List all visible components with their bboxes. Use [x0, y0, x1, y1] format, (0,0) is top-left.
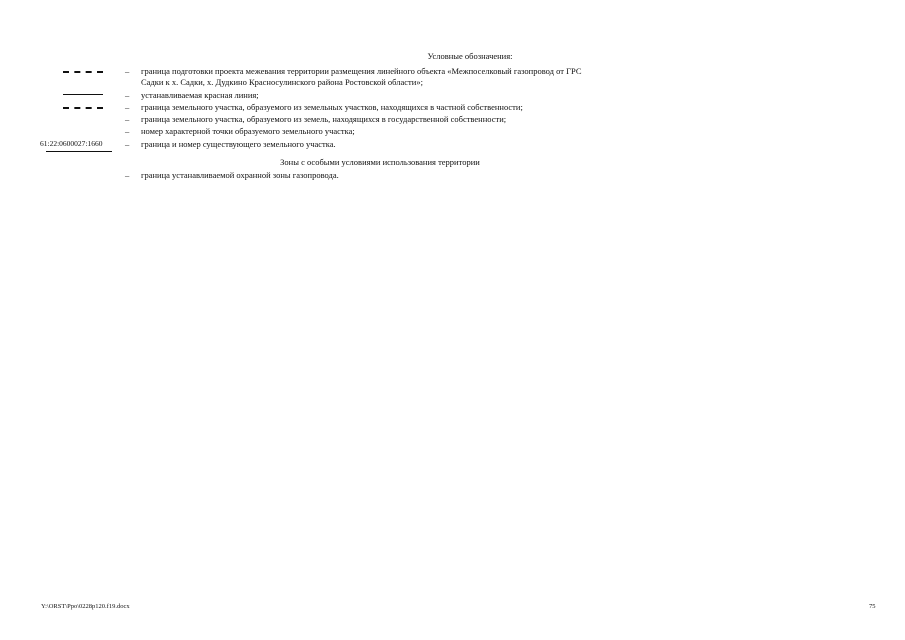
legend-item	[0, 66, 905, 87]
legend-dash: –	[125, 114, 130, 124]
legend-title: Условные обозначения:	[427, 51, 513, 61]
legend-dash: –	[125, 66, 130, 76]
legend-dash: –	[125, 126, 130, 136]
zones-item	[0, 170, 905, 181]
legend-item-text: устанавливаемая красная линия;	[141, 90, 259, 100]
legend-item	[0, 90, 905, 101]
footer-file-path: Y:\ORST\Ppo\0228p120.f19.docx	[41, 603, 130, 610]
legend-item	[0, 102, 905, 113]
legend-item	[0, 114, 905, 125]
legend-dash: –	[125, 170, 130, 180]
legend-dash: –	[125, 90, 130, 100]
legend-item-text-continued: Садки к х. Садки, х. Дудкино Красносулинского района Ростовской области»;	[141, 77, 423, 87]
footer-page-number: 75	[869, 603, 876, 610]
legend-dash: –	[125, 139, 130, 149]
legend-item-text: граница и номер существующего земельного участка.	[141, 139, 336, 149]
legend-item-text: граница подготовки проекта межевания территории размещения линейного объекта «Межпоселковый газопровод от ГРС	[141, 66, 582, 76]
legend-item-text: граница земельного участка, образуемого из земель, находящихся в государственной собственности;	[141, 114, 507, 124]
zones-section-title: Зоны с особыми условиями использования территории	[280, 157, 480, 167]
dashed-line-symbol	[63, 107, 103, 109]
cadastral-number-symbol: 61:22:0600027:1660	[40, 139, 103, 148]
cadastral-boundary-symbol	[46, 151, 112, 152]
legend-dash: –	[125, 102, 130, 112]
zones-item-text: граница устанавливаемой охранной зоны газопровода.	[141, 170, 339, 180]
dashed-line-symbol	[63, 71, 103, 73]
legend-item	[0, 139, 905, 150]
red-line-symbol	[63, 94, 103, 95]
legend-item-text: граница земельного участка, образуемого из земельных участков, находящихся в частной собственности;	[141, 102, 523, 112]
legend-item	[0, 126, 905, 137]
legend-item-text: номер характерной точки образуемого земельного участка;	[141, 126, 355, 136]
